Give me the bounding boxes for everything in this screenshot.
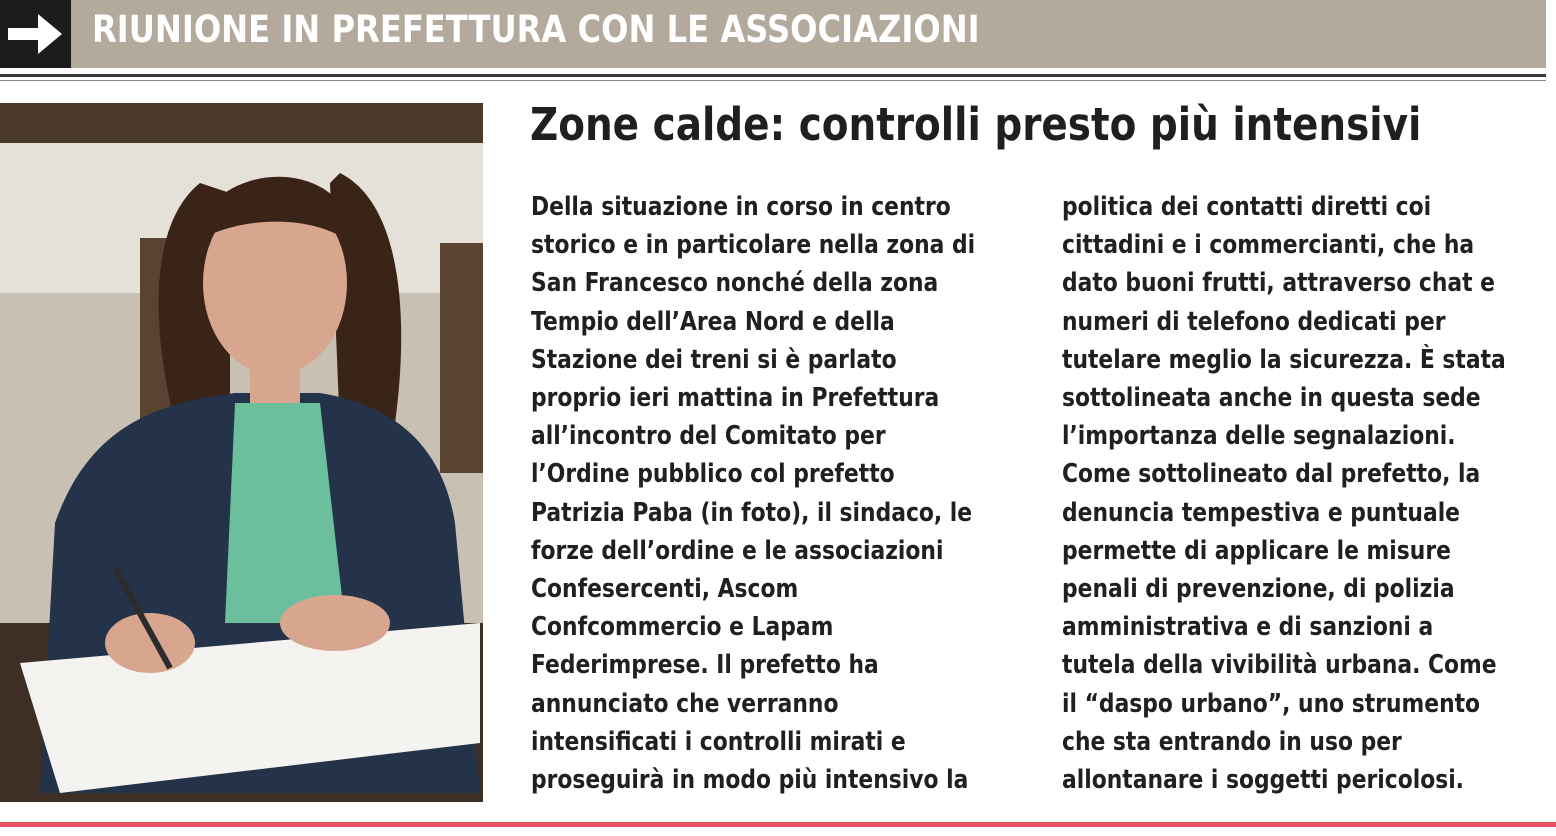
body-line: permette di applicare le misure <box>1062 535 1451 566</box>
body-line: Tempio dell’Area Nord e della <box>531 306 895 337</box>
body-line: Stazione dei treni si è parlato <box>531 344 897 375</box>
body-line: cittadini e i commercianti, che ha <box>1062 230 1475 261</box>
body-line: all’incontro del Comitato per <box>531 421 886 452</box>
body-line: forze dell’ordine e le associazioni <box>531 535 944 566</box>
photo-prefetto <box>0 103 483 802</box>
body-line: annunciato che verranno <box>531 688 839 719</box>
body-line: che sta entrando in uso per <box>1062 726 1402 757</box>
body-line: Confcommercio e Lapam <box>531 612 834 643</box>
body-line: l’importanza delle segnalazioni. <box>1062 421 1456 452</box>
body-line: il “daspo urbano”, uno strumento <box>1062 688 1481 719</box>
body-line: sottolineata anche in questa sede <box>1062 383 1481 414</box>
kicker-title: RIUNIONE IN PREFETTURA CON LE ASSOCIAZIONI <box>92 8 980 51</box>
body-line: penali di prevenzione, di polizia <box>1062 574 1455 605</box>
body-line: San Francesco nonché della zona <box>531 268 939 299</box>
body-line: Patrizia Paba (in foto), il sindaco, le <box>531 497 973 528</box>
article-headline: Zone calde: controlli presto più intensivi <box>530 98 1422 151</box>
body-line: Della situazione in corso in centro <box>531 192 951 222</box>
body-line: dato buoni frutti, attraverso chat e <box>1062 268 1495 299</box>
body-line: tutelare meglio la sicurezza. È stata <box>1062 344 1506 375</box>
body-line: allontanare i soggetti pericolosi. <box>1062 765 1464 796</box>
body-line: tutela della vivibilità urbana. Come <box>1062 650 1497 681</box>
arrow-right-icon <box>0 0 71 68</box>
body-line: proseguirà in modo più intensivo la <box>531 765 969 796</box>
body-line: amministrativa e di sanzioni a <box>1062 612 1434 643</box>
body-line: numeri di telefono dedicati per <box>1062 306 1446 337</box>
bottom-rule <box>0 822 1556 827</box>
body-line: intensificati i controlli mirati e <box>531 726 906 757</box>
body-line: storico e in particolare nella zona di <box>531 230 976 261</box>
article-column-right <box>1062 188 1556 799</box>
article-column-left <box>531 188 1060 799</box>
body-line: Come sottolineato dal prefetto, la <box>1062 459 1481 490</box>
body-line: denuncia tempestiva e puntuale <box>1062 497 1461 528</box>
body-line: Federimprese. Il prefetto ha <box>531 650 879 681</box>
body-line: proprio ieri mattina in Prefettura <box>531 383 940 414</box>
body-line: Confesercenti, Ascom <box>531 574 799 605</box>
body-line: l’Ordine pubblico col prefetto <box>531 459 895 490</box>
body-line: politica dei contatti diretti coi <box>1062 192 1432 222</box>
header-rule <box>0 74 1546 77</box>
header-rule-thin <box>0 80 1546 81</box>
